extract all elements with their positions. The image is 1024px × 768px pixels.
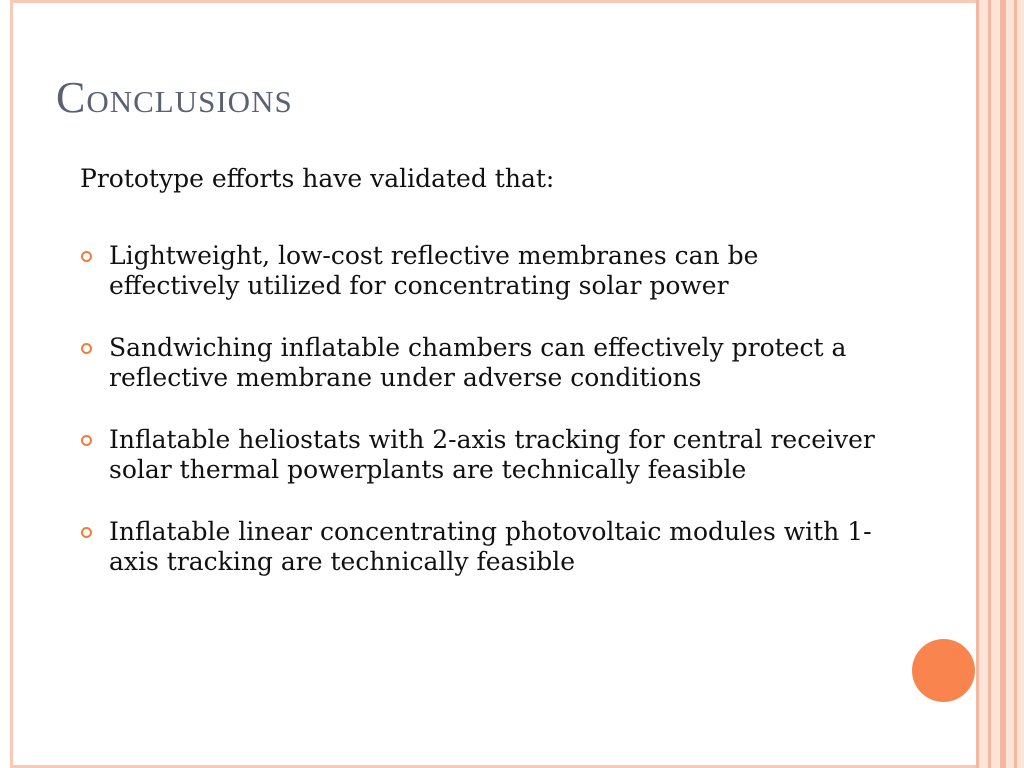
bullet-list — [80, 241, 880, 609]
bullet-text: Inflatable linear concentrating photovoltaic modules with 1-axis tracking are technically feasible — [109, 517, 872, 576]
frame-top-line — [10, 0, 976, 3]
bullet-item — [80, 517, 880, 577]
right-stripe — [976, 0, 979, 768]
ring-bullet-icon — [81, 343, 92, 354]
decorative-circle-icon — [912, 639, 975, 702]
right-stripe — [988, 0, 991, 768]
bullet-text: Inflatable heliostats with 2-axis tracking for central receiver solar thermal powerplants are technically feasible — [109, 425, 875, 484]
ring-bullet-icon — [81, 251, 92, 262]
ring-bullet-icon — [81, 435, 92, 446]
bullet-item — [80, 425, 880, 485]
ring-bullet-icon — [81, 527, 92, 538]
right-stripe — [1000, 0, 1006, 768]
intro-text: Prototype efforts have validated that: — [80, 164, 555, 193]
frame-left-line — [10, 0, 13, 768]
bullet-text: Sandwiching inflatable chambers can effectively protect a reflective membrane under adverse conditions — [109, 333, 847, 392]
right-stripe — [1014, 0, 1017, 768]
bullet-text: Lightweight, low-cost reflective membranes can be effectively utilized for concentrating solar power — [109, 241, 759, 300]
bullet-item — [80, 333, 880, 393]
bullet-item — [80, 241, 880, 301]
slide-title: Conclusions — [56, 73, 293, 122]
